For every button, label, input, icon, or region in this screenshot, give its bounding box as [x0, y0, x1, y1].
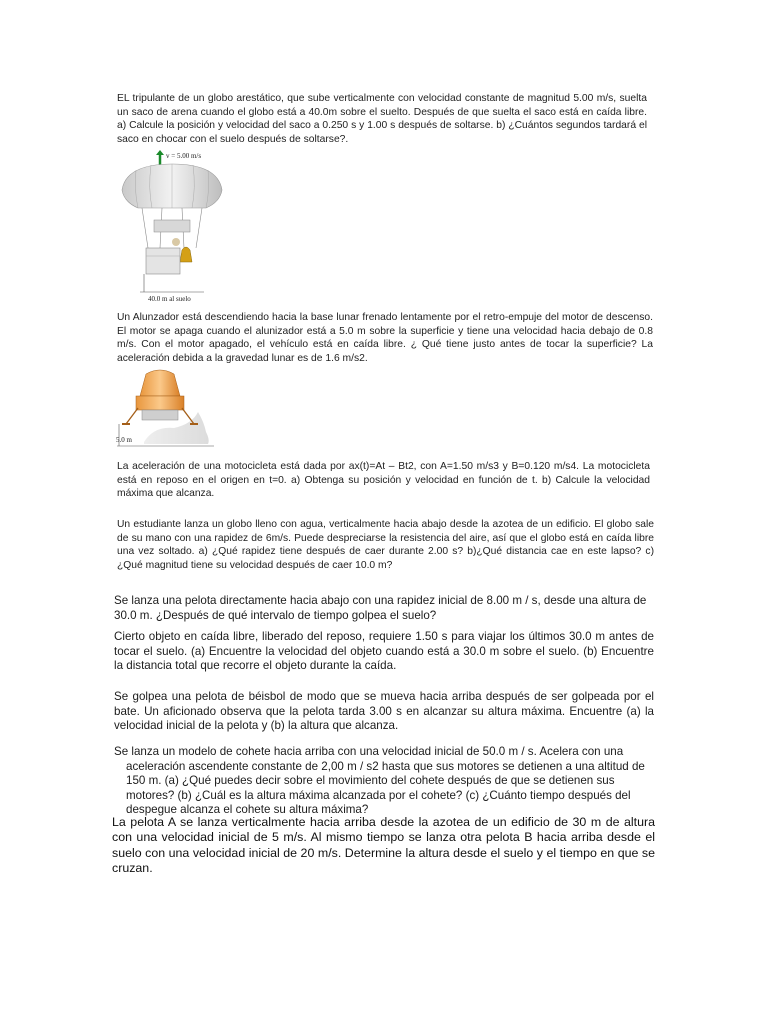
problem-water-balloon: Un estudiante lanza un globo lleno con agua, verticalmente hacia abajo desde la azotea de un edificio. El globo sale de su mano con una rapidez de 6m/s. Puede despreciarse la resistencia del aire, así que el globo está en caída libre una vez soltado. a) ¿Qué rapidez tiene después de caer durante 2.00 s? b)¿Qué distancia cae en este lapso? c) ¿Qué magnitud tiene su velocidad después de caer 10.0 m? [117, 519, 654, 571]
balloon-height-label: 40.0 m al suelo [148, 295, 191, 302]
problem-two-balls: La pelota A se lanza verticalmente hacia arriba desde la azotea de un edificio de 30 m de altura con una velocidad inicial de 5 m/s. Al mismo tiempo se lanza otra pelota B hacia arriba desde el suelo con una velocidad inicial de 20 m/s. Determine la altura desde el suelo y el tiempo en que se cruzan. [112, 815, 655, 876]
lander-height-label: 5.0 m [116, 436, 132, 444]
problem-motorcycle: La aceleración de una motocicleta está dada por ax(t)=At – Bt2, con A=1.50 m/s3 y B=0.120 m/s4. La motocicleta está en reposo en el origen en t=0. a) Obtenga su posición y velocidad en función de t. b) Calcule la velocidad máxima que alcanza. [117, 461, 650, 500]
problem-balloon: EL tripulante de un globo arestático, que sube verticalmente con velocidad constante de magnitud 5.00 m/s, suelta un saco de arena cuando el globo está a 40.0m sobre el suelto. Después de que suelta el saco está en caída libre. a) Calcule la posición y velocidad del saco a 0.250 s y 1.00 s después de soltarse. b) ¿Cuántos segundos tardará el saco en chocar con el suelo después de soltarse?. [117, 93, 647, 145]
balloon-velocity-label: v = 5.00 m/s [166, 152, 202, 160]
problem-rocket: Se lanza un modelo de cohete hacia arriba con una velocidad inicial de 50.0 m / s. Acelera con una aceleración ascendente constante de 2,00 m / s2 hasta que sus motores se detienen a una altitud de 150 m. (a) ¿Qué puedes decir sobre el movimiento del cohete después de que se detienen sus motores? (b) ¿Cuál es la altura máxima alcanzada por el cohete? (c) ¿Cuánto tiempo después del despegue alcanza el cohete su altura máxima? [114, 745, 645, 816]
problem-baseball: Se golpea una pelota de béisbol de modo que se mueva hacia arriba después de ser golpeada por el bate. Un aficionado observa que la pelota tarda 3.00 s en alcanzar su altura máxima. Encuentre (a) la velocidad inicial de la pelota y (b) la altura que alcanza. [114, 690, 654, 732]
problem-lunar-lander: Un Alunzador está descendiendo hacia la base lunar frenado lentamente por el retro-empuje del motor de descenso. El motor se apaga cuando el alunizador está a 5.0 m sobre la superficie y tiene una velocidad hacia debajo de 0.8 m/s. Con el motor apagado, el vehículo está en caída libre. ¿ Qué tiene justo antes de tocar la superficie? La aceleración debida a la gravedad lunar es de 1.6 m/s2. [117, 312, 653, 364]
lander-figure [114, 366, 234, 450]
problem-free-fall-object: Cierto objeto en caída libre, liberado del reposo, requiere 1.50 s para viajar los últimos 30.0 m antes de tocar el suelo. (a) Encuentre la velocidad del objeto cuando está a 30.0 m sobre el suelo. (b) Encuentre la distancia total que recorre el objeto durante la caída. [114, 630, 654, 672]
problem-ball-down: Se lanza una pelota directamente hacia abajo con una rapidez inicial de 8.00 m / s, desde una altura de 30.0 m. ¿Después de qué intervalo de tiempo golpea el suelo? [114, 594, 647, 622]
balloon-figure [116, 150, 228, 302]
